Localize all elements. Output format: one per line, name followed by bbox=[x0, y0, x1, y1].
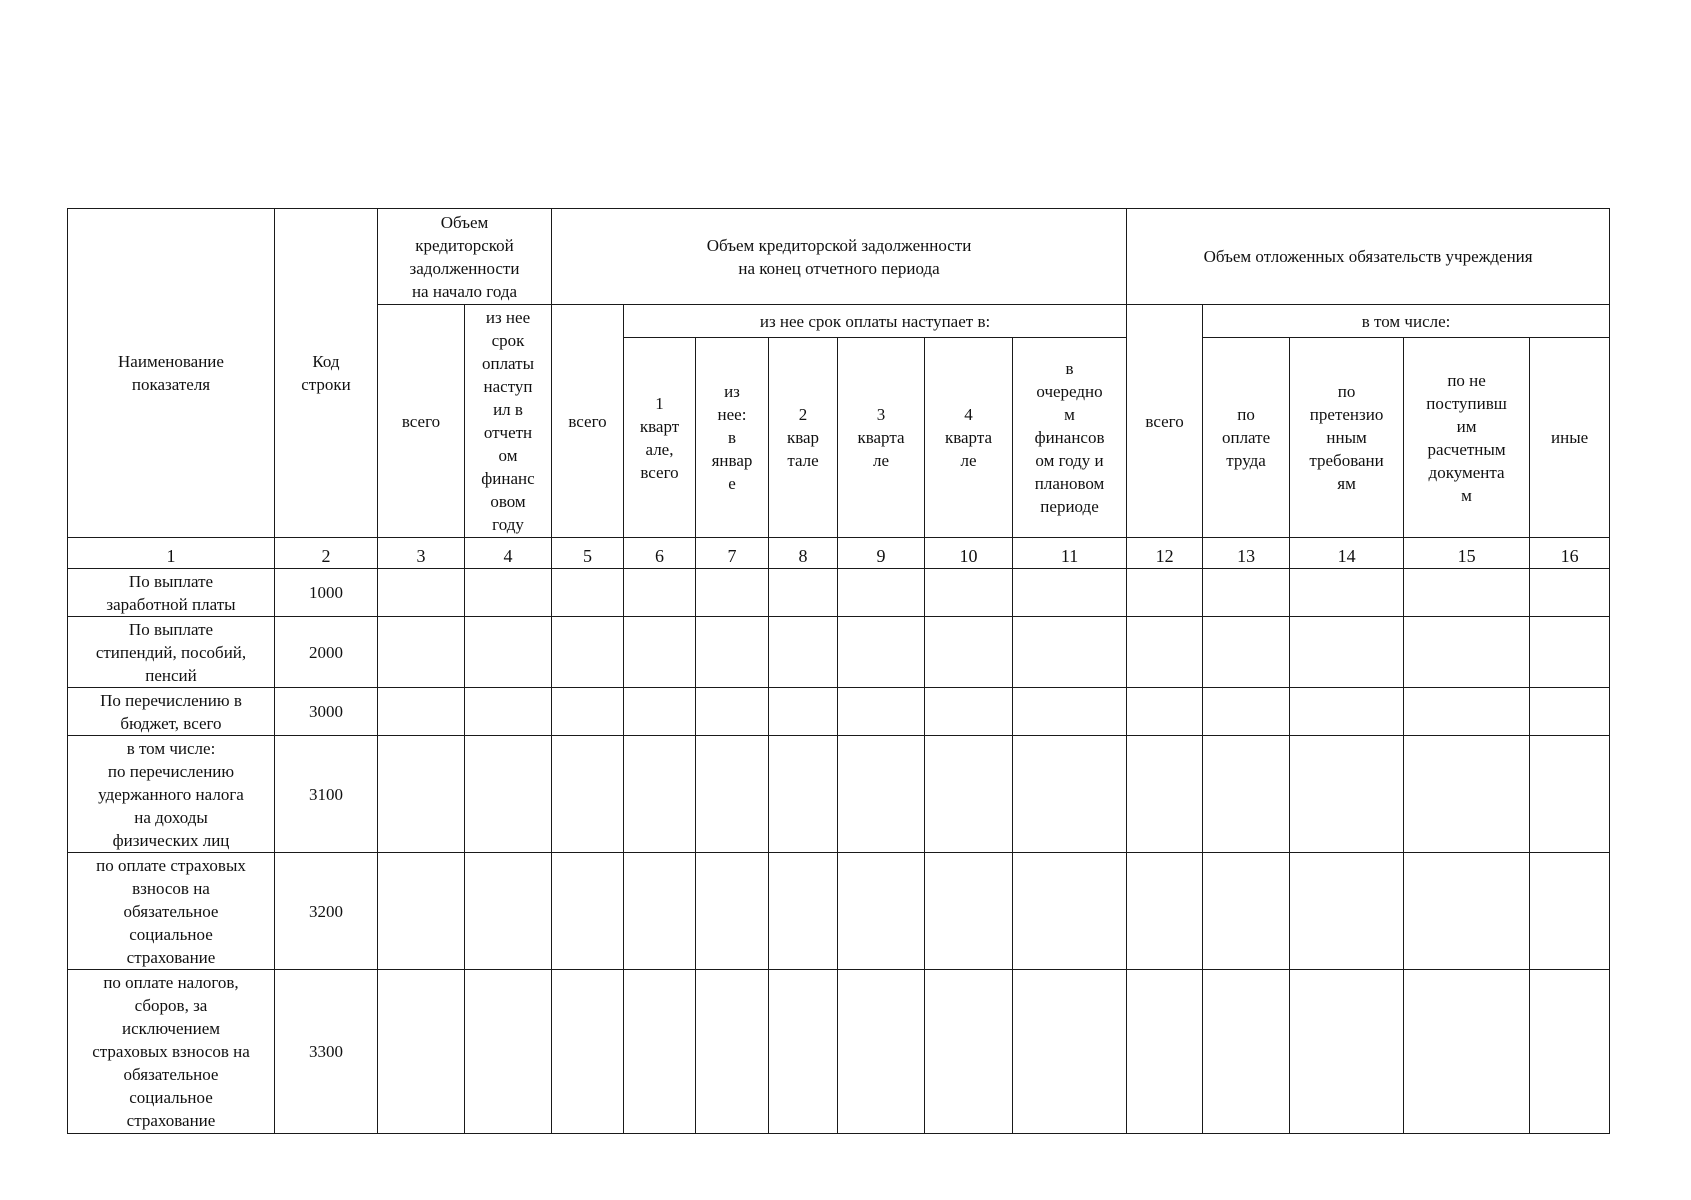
row-label: в том числе: по перечислению удержанного налога на доходы физических лиц bbox=[68, 736, 275, 853]
row-label: по оплате налогов, сборов, за исключением страховых взносов на обязательное социальное страхование bbox=[68, 970, 275, 1134]
table-row bbox=[68, 688, 1610, 736]
data-cell[interactable] bbox=[1404, 853, 1530, 970]
data-cell[interactable] bbox=[552, 688, 624, 736]
header-q3: 3 кварта ле bbox=[838, 338, 925, 538]
data-cell[interactable] bbox=[1530, 617, 1610, 688]
data-cell[interactable] bbox=[624, 970, 696, 1134]
data-cell[interactable] bbox=[378, 617, 465, 688]
data-cell[interactable] bbox=[838, 688, 925, 736]
column-number: 12 bbox=[1127, 538, 1203, 569]
data-cell[interactable] bbox=[1530, 970, 1610, 1134]
data-cell[interactable] bbox=[1290, 688, 1404, 736]
data-cell[interactable] bbox=[465, 736, 552, 853]
column-number: 14 bbox=[1290, 538, 1404, 569]
data-cell[interactable] bbox=[1127, 853, 1203, 970]
data-cell[interactable] bbox=[1013, 569, 1127, 617]
data-cell[interactable] bbox=[552, 617, 624, 688]
header-row-code: Код строки bbox=[275, 209, 378, 538]
column-number-row bbox=[68, 538, 1610, 569]
data-cell[interactable] bbox=[624, 569, 696, 617]
column-number: 15 bbox=[1404, 538, 1530, 569]
table-row bbox=[68, 569, 1610, 617]
data-cell[interactable] bbox=[1013, 970, 1127, 1134]
data-cell[interactable] bbox=[1290, 736, 1404, 853]
report-sheet bbox=[67, 208, 1610, 1134]
data-cell[interactable] bbox=[769, 970, 838, 1134]
data-cell[interactable] bbox=[465, 853, 552, 970]
header-q1-january: из нее: в январ е bbox=[696, 338, 769, 538]
data-cell[interactable] bbox=[465, 617, 552, 688]
data-cell[interactable] bbox=[465, 688, 552, 736]
data-cell[interactable] bbox=[1530, 569, 1610, 617]
header-start-due-this-year: из нее срок оплаты наступ ил в отчетн ом финанс овом году bbox=[465, 305, 552, 538]
data-cell[interactable] bbox=[838, 569, 925, 617]
column-number: 3 bbox=[378, 538, 465, 569]
data-cell[interactable] bbox=[1203, 853, 1290, 970]
data-cell[interactable] bbox=[696, 736, 769, 853]
data-cell[interactable] bbox=[1290, 853, 1404, 970]
column-number: 2 bbox=[275, 538, 378, 569]
table-row bbox=[68, 617, 1610, 688]
data-cell[interactable] bbox=[624, 736, 696, 853]
data-cell[interactable] bbox=[769, 853, 838, 970]
column-number: 11 bbox=[1013, 538, 1127, 569]
data-cell[interactable] bbox=[769, 688, 838, 736]
data-cell[interactable] bbox=[1127, 569, 1203, 617]
data-cell[interactable] bbox=[1013, 736, 1127, 853]
table-row bbox=[68, 853, 1610, 970]
column-number: 9 bbox=[838, 538, 925, 569]
data-cell[interactable] bbox=[465, 569, 552, 617]
data-cell[interactable] bbox=[378, 736, 465, 853]
data-cell[interactable] bbox=[838, 970, 925, 1134]
column-number: 8 bbox=[769, 538, 838, 569]
data-cell[interactable] bbox=[769, 736, 838, 853]
row-code: 3300 bbox=[275, 970, 378, 1134]
data-cell[interactable] bbox=[1013, 688, 1127, 736]
header-end-total: всего bbox=[552, 305, 624, 538]
header-deferred-claims: по претензио нным требовани ям bbox=[1290, 338, 1404, 538]
data-cell[interactable] bbox=[1013, 853, 1127, 970]
header-deferred-documents: по не поступивш им расчетным документа м bbox=[1404, 338, 1530, 538]
header-q4: 4 кварта ле bbox=[925, 338, 1013, 538]
data-cell[interactable] bbox=[1203, 736, 1290, 853]
data-cell[interactable] bbox=[378, 970, 465, 1134]
data-cell[interactable] bbox=[696, 688, 769, 736]
row-label: по оплате страховых взносов на обязательное социальное страхование bbox=[68, 853, 275, 970]
row-code: 3000 bbox=[275, 688, 378, 736]
table-row bbox=[68, 736, 1610, 853]
data-cell[interactable] bbox=[1290, 617, 1404, 688]
header-q2: 2 квар тале bbox=[769, 338, 838, 538]
data-cell[interactable] bbox=[1404, 617, 1530, 688]
column-number: 6 bbox=[624, 538, 696, 569]
data-cell[interactable] bbox=[696, 617, 769, 688]
header-start-total: всего bbox=[378, 305, 465, 538]
column-number: 5 bbox=[552, 538, 624, 569]
column-number: 10 bbox=[925, 538, 1013, 569]
data-cell[interactable] bbox=[1404, 736, 1530, 853]
row-code: 3200 bbox=[275, 853, 378, 970]
data-cell[interactable] bbox=[1290, 970, 1404, 1134]
data-cell[interactable] bbox=[378, 569, 465, 617]
data-cell[interactable] bbox=[1127, 736, 1203, 853]
data-cell[interactable] bbox=[696, 853, 769, 970]
data-cell[interactable] bbox=[552, 853, 624, 970]
data-cell[interactable] bbox=[1290, 569, 1404, 617]
data-cell[interactable] bbox=[552, 970, 624, 1134]
header-deferred-group: Объем отложенных обязательств учреждения bbox=[1127, 209, 1610, 305]
data-cell[interactable] bbox=[1203, 617, 1290, 688]
data-cell[interactable] bbox=[624, 853, 696, 970]
table-row bbox=[68, 970, 1610, 1134]
data-cell[interactable] bbox=[925, 569, 1013, 617]
header-start-of-year-group: Объем кредиторской задолженности на начало года bbox=[378, 209, 552, 305]
data-cell[interactable] bbox=[696, 970, 769, 1134]
data-cell[interactable] bbox=[1203, 569, 1290, 617]
row-code: 1000 bbox=[275, 569, 378, 617]
header-end-of-period-group: Объем кредиторской задолженности на конец отчетного периода bbox=[552, 209, 1127, 305]
data-cell[interactable] bbox=[465, 970, 552, 1134]
data-cell[interactable] bbox=[1127, 617, 1203, 688]
row-code: 3100 bbox=[275, 736, 378, 853]
data-cell[interactable] bbox=[925, 617, 1013, 688]
data-cell[interactable] bbox=[1404, 569, 1530, 617]
column-number: 16 bbox=[1530, 538, 1610, 569]
data-cell[interactable] bbox=[925, 970, 1013, 1134]
column-number: 13 bbox=[1203, 538, 1290, 569]
data-cell[interactable] bbox=[925, 736, 1013, 853]
header-deferred-total: всего bbox=[1127, 305, 1203, 538]
header-deferred-labor: по оплате труда bbox=[1203, 338, 1290, 538]
header-deferred-other: иные bbox=[1530, 338, 1610, 538]
row-label: По выплате заработной платы bbox=[68, 569, 275, 617]
data-cell[interactable] bbox=[838, 736, 925, 853]
data-cell[interactable] bbox=[1530, 736, 1610, 853]
data-cell[interactable] bbox=[1013, 617, 1127, 688]
data-cell[interactable] bbox=[552, 736, 624, 853]
header-next-fiscal-year: в очередно м финансов ом году и плановом периоде bbox=[1013, 338, 1127, 538]
header-row-1 bbox=[68, 209, 1610, 305]
row-label: По перечислению в бюджет, всего bbox=[68, 688, 275, 736]
data-cell[interactable] bbox=[624, 617, 696, 688]
data-cell[interactable] bbox=[1530, 688, 1610, 736]
data-cell[interactable] bbox=[1203, 970, 1290, 1134]
data-cell[interactable] bbox=[838, 853, 925, 970]
data-cell[interactable] bbox=[378, 853, 465, 970]
column-number: 1 bbox=[68, 538, 275, 569]
data-cell[interactable] bbox=[1127, 970, 1203, 1134]
data-cell[interactable] bbox=[624, 688, 696, 736]
header-deferred-including: в том числе: bbox=[1203, 305, 1610, 338]
data-cell[interactable] bbox=[925, 688, 1013, 736]
data-cell[interactable] bbox=[1127, 688, 1203, 736]
data-cell[interactable] bbox=[838, 617, 925, 688]
header-indicator-name: Наименование показателя bbox=[68, 209, 275, 538]
header-q1-total: 1 кварт але, всего bbox=[624, 338, 696, 538]
data-cell[interactable] bbox=[1530, 853, 1610, 970]
data-cell[interactable] bbox=[696, 569, 769, 617]
data-cell[interactable] bbox=[769, 569, 838, 617]
data-cell[interactable] bbox=[1203, 688, 1290, 736]
header-end-due-subgroup: из нее срок оплаты наступает в: bbox=[624, 305, 1127, 338]
data-cell[interactable] bbox=[1404, 970, 1530, 1134]
data-cell[interactable] bbox=[1404, 688, 1530, 736]
data-cell[interactable] bbox=[925, 853, 1013, 970]
payables-table bbox=[67, 208, 1610, 1134]
column-number: 7 bbox=[696, 538, 769, 569]
data-cell[interactable] bbox=[769, 617, 838, 688]
row-label: По выплате стипендий, пособий, пенсий bbox=[68, 617, 275, 688]
data-cell[interactable] bbox=[378, 688, 465, 736]
column-number: 4 bbox=[465, 538, 552, 569]
data-cell[interactable] bbox=[552, 569, 624, 617]
row-code: 2000 bbox=[275, 617, 378, 688]
